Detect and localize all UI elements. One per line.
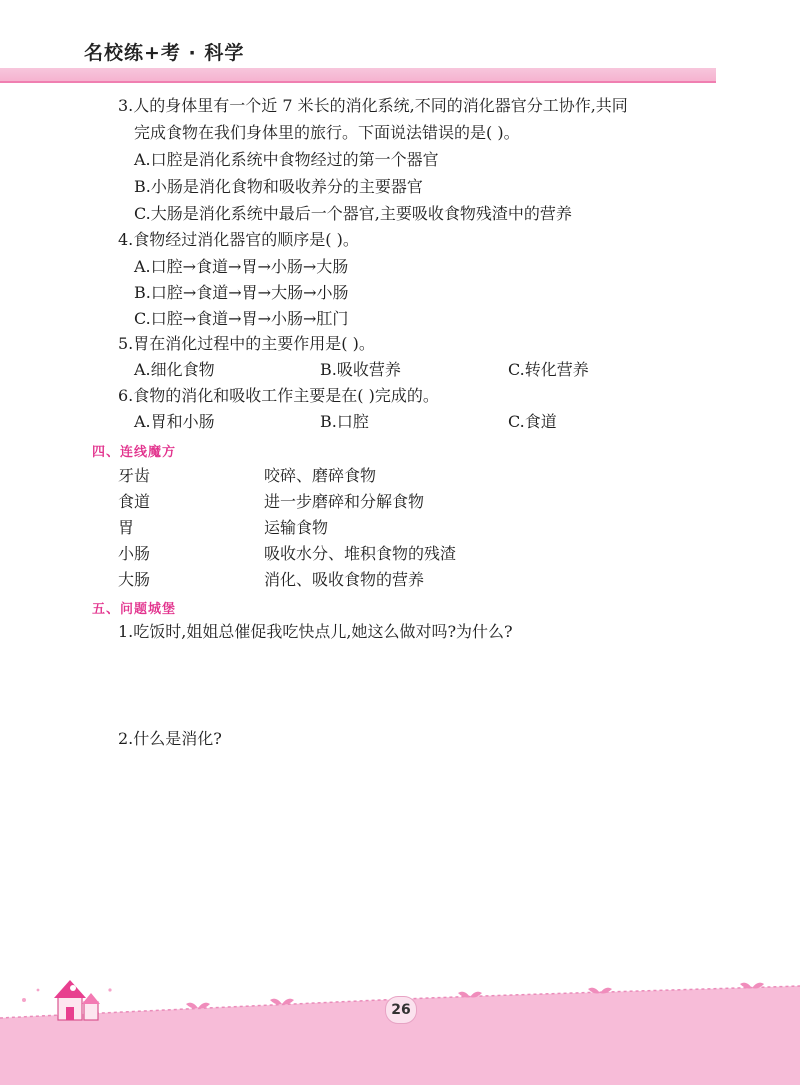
match-left-item: 食道 bbox=[118, 492, 151, 511]
match-left-item: 大肠 bbox=[118, 570, 151, 589]
match-right-item: 进一步磨碎和分解食物 bbox=[264, 492, 425, 511]
section5-title: 五、问题城堡 bbox=[92, 602, 177, 617]
section5-question-2: 2.什么是消化? bbox=[118, 729, 222, 748]
match-right-item: 吸收水分、堆积食物的残渣 bbox=[264, 544, 457, 563]
section4-title: 四、连线魔方 bbox=[92, 445, 177, 460]
q3-option-b: B.小肠是消化食物和吸收养分的主要器官 bbox=[134, 177, 423, 196]
section5-question-1: 1.吃饭时,姐姐总催促我吃快点儿,她这么做对吗?为什么? bbox=[118, 622, 513, 641]
match-left-item: 牙齿 bbox=[118, 466, 151, 485]
header-title: 名校练+考 · 科学 bbox=[84, 42, 245, 64]
q3-stem-line1: 3.人的身体里有一个近 7 米长的消化系统,不同的消化器官分工协作,共同 bbox=[118, 96, 628, 115]
page-number: 26 bbox=[385, 996, 417, 1024]
house-icon bbox=[54, 980, 100, 1020]
q5-option-c: C.转化营养 bbox=[508, 360, 589, 379]
q5-option-b: B.吸收营养 bbox=[320, 360, 401, 379]
q6-option-a: A.胃和小肠 bbox=[134, 412, 215, 431]
match-left-item: 小肠 bbox=[118, 544, 151, 563]
match-right-item: 消化、吸收食物的营养 bbox=[264, 570, 425, 589]
match-left-item: 胃 bbox=[118, 518, 135, 537]
q3-option-a: A.口腔是消化系统中食物经过的第一个器官 bbox=[134, 150, 439, 169]
header-divider bbox=[0, 81, 716, 83]
match-right-item: 运输食物 bbox=[264, 518, 329, 537]
match-right-item: 咬碎、磨碎食物 bbox=[264, 466, 377, 485]
q4-option-a: A.口腔→食道→胃→小肠→大肠 bbox=[134, 257, 349, 276]
q6-option-c: C.食道 bbox=[508, 412, 557, 431]
q5-stem: 5.胃在消化过程中的主要作用是( )。 bbox=[118, 334, 375, 353]
header-band bbox=[0, 68, 716, 81]
q6-stem: 6.食物的消化和吸收工作主要是在( )完成的。 bbox=[118, 386, 439, 405]
q4-stem: 4.食物经过消化器官的顺序是( )。 bbox=[118, 230, 359, 249]
q3-stem-line2: 完成食物在我们身体里的旅行。下面说法错误的是( )。 bbox=[134, 123, 520, 142]
q3-option-c: C.大肠是消化系统中最后一个器官,主要吸收食物残渣中的营养 bbox=[134, 204, 572, 223]
q5-option-a: A.细化食物 bbox=[134, 360, 215, 379]
q4-option-b: B.口腔→食道→胃→大肠→小肠 bbox=[134, 283, 349, 302]
q4-option-c: C.口腔→食道→胃→小肠→肛门 bbox=[134, 309, 349, 328]
q6-option-b: B.口腔 bbox=[320, 412, 369, 431]
